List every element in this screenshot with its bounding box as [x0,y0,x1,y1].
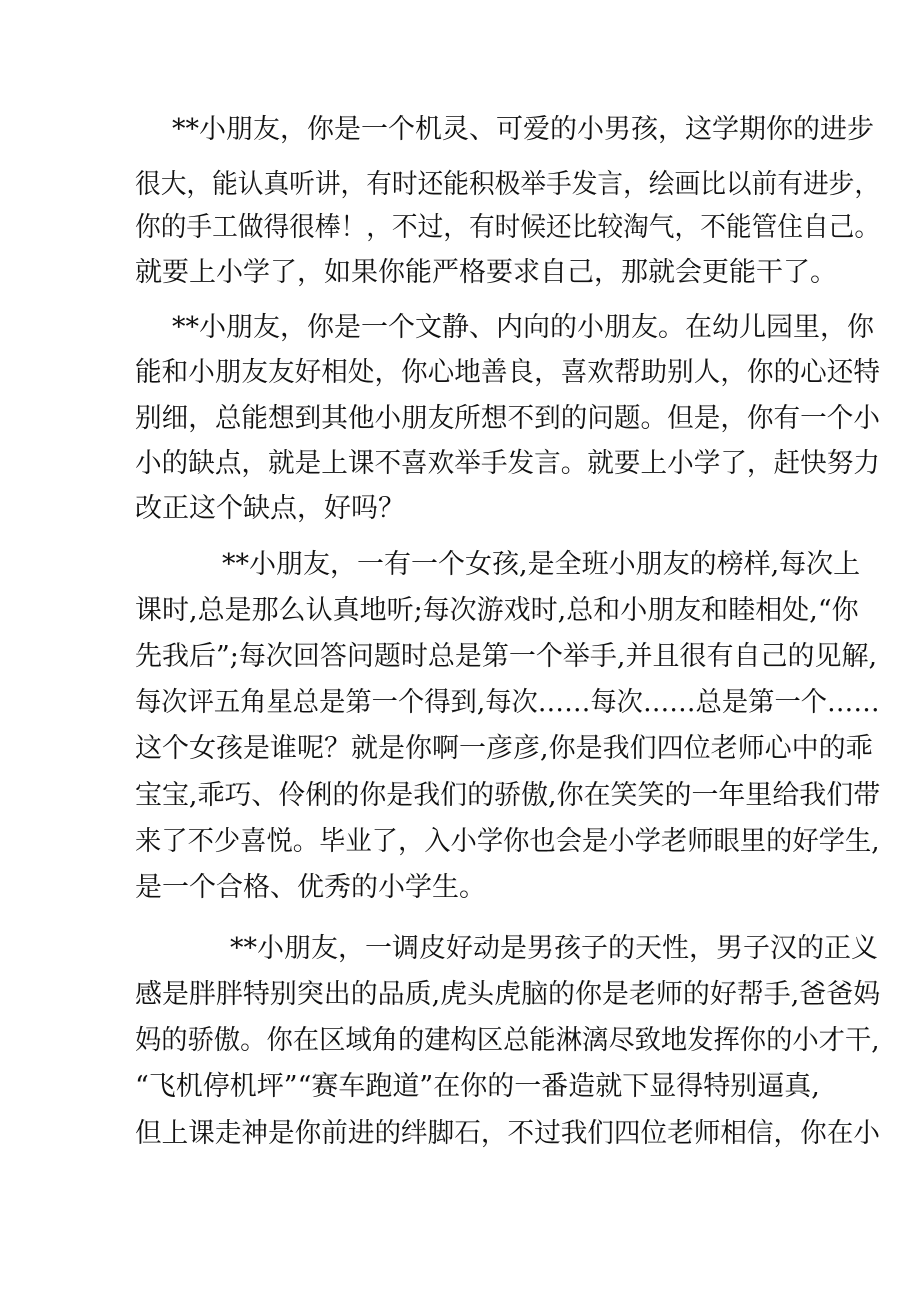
paragraph-3-line-6: 宝宝,乖巧、伶俐的你是我们的骄傲,你在笑笑的一年里给我们带 [135,780,881,811]
paragraph-1-line-2: 很大，能认真听讲，有时还能积极举手发言，绘画比以前有进步， [135,169,881,200]
paragraph-4-line-1: **小朋友，一调皮好动是男孩子的天性，男子汉的正义 [230,933,878,964]
paragraph-4-line-5: 但上课走神是你前进的绊脚石，不过我们四位老师相信，你在小 [135,1118,880,1149]
paragraph-3-line-3: 先我后”;每次回答问题时总是第一个举手,并且很有自己的见解, [135,641,878,672]
paragraph-2-line-3: 别细，总能想到其他小朋友所想不到的问题。但是，你有一个小 [135,403,880,434]
paragraph-4-line-3: 妈的骄傲。你在区域角的建构区总能淋漓尽致地发挥你的小才干, [135,1025,880,1056]
paragraph-4-line-2: 感是胖胖特别突出的品质,虎头虎脑的你是老师的好帮手,爸爸妈 [135,979,881,1010]
paragraph-2-line-1: **小朋友，你是一个文静、内向的小朋友。在幼儿园里，你 [172,312,874,343]
paragraph-4-line-4: “飞机停机坪”“赛车跑道”在你的一番造就下显得特别逼真, [135,1071,820,1102]
paragraph-3-line-8: 是一个合格、优秀的小学生。 [135,872,486,903]
paragraph-1-line-1: **小朋友，你是一个机灵、可爱的小男孩，这学期你的进步 [172,114,874,145]
paragraph-3-line-7: 来了不少喜悦。毕业了，入小学你也会是小学老师眼里的好学生, [135,826,880,857]
paragraph-3-line-1: **小朋友，一有一个女孩,是全班小朋友的榜样,每次上 [222,549,861,580]
paragraph-1-line-3: 你的手工做得很棒！，不过，有时候还比较淘气，不能管住自己。 [135,212,881,243]
paragraph-2-line-5: 改正这个缺点，好吗？ [135,493,405,524]
paragraph-1-line-4: 就要上小学了，如果你能严格要求自己，那就会更能干了。 [135,257,837,288]
paragraph-2-line-4: 小的缺点，就是上课不喜欢举手发言。就要上小学了，赶快努力 [135,448,880,479]
paragraph-3-line-4: 每次评五角星总是第一个得到,每次……每次……总是第一个…… [135,687,880,718]
paragraph-3-line-5: 这个女孩是谁呢？就是你啊一彦彦,你是我们四位老师心中的乖 [135,733,873,764]
paragraph-2-line-2: 能和小朋友友好相处，你心地善良，喜欢帮助别人，你的心还特 [135,357,880,388]
paragraph-3-line-2: 课时,总是那么认真地听;每次游戏时,总和小朋友和睦相处,“你 [135,595,859,626]
